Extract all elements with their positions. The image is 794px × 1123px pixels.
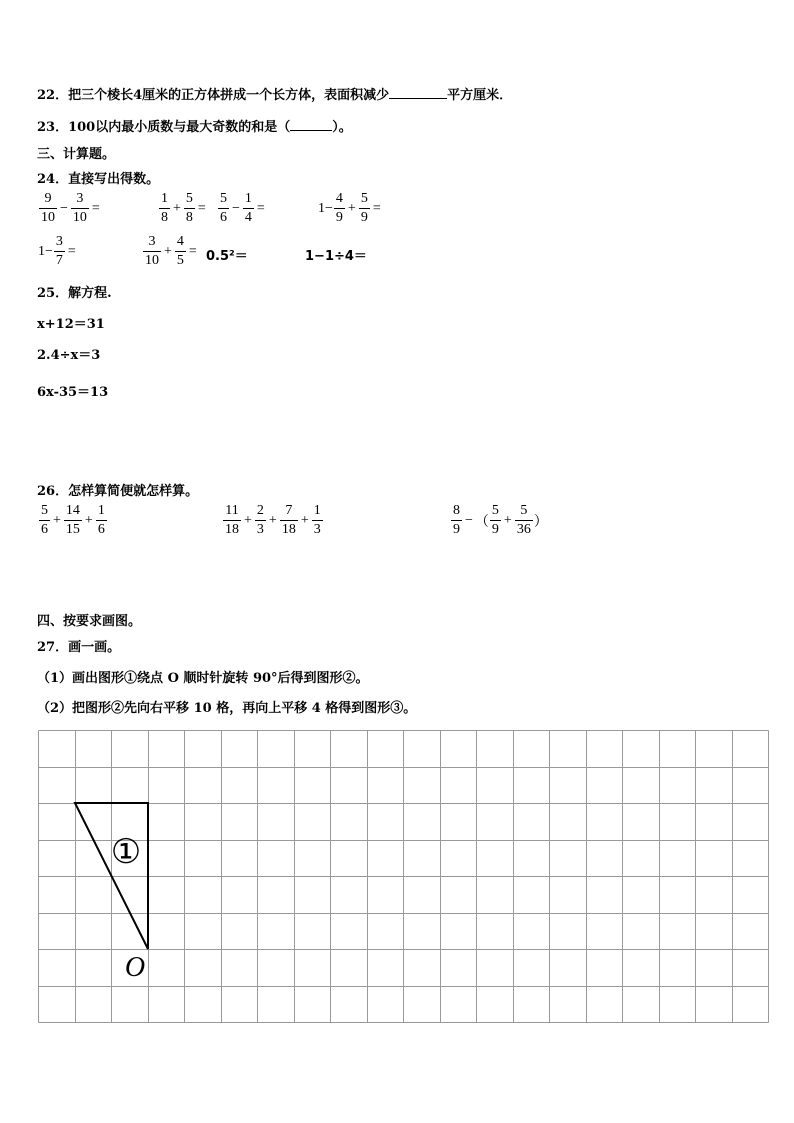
q24-expr-7: 0.5²＝: [206, 249, 248, 264]
q23-answer-blank[interactable]: [290, 118, 332, 131]
q23-text: 100以内最小质数与最大奇数的和是（: [68, 120, 291, 135]
section-4-heading: 四、按要求画图。: [37, 614, 142, 629]
fraction: $\frac{14}{15}$: [65, 503, 80, 537]
q25-equation-3: 6x-35＝13: [37, 385, 109, 400]
fraction: $\frac{5}{6}$: [41, 503, 48, 537]
q22-text: 把三个棱长4厘米的正方体拼成一个长方体，表面积减少: [68, 88, 390, 103]
fraction: $\frac{3}{10}$: [72, 191, 87, 225]
q24-expr-5: 1− $\frac{3}{7}$ =: [38, 234, 76, 268]
q27-part-1: （1）画出图形①绕点 O 顺时针旋转 90°后得到图形②。: [37, 671, 369, 686]
fraction: $\frac{5}{9}$: [491, 503, 499, 537]
q25-equation-2: 2.4÷x＝3: [37, 348, 101, 363]
fraction: $\frac{3}{10}$: [145, 234, 159, 268]
q22-answer-blank[interactable]: [389, 86, 447, 99]
q25-equation-1: x+12＝31: [37, 317, 105, 332]
fraction: $\frac{4}{9}$: [335, 191, 343, 225]
q26-expr-a: $\frac{5}{6}$ + $\frac{14}{15}$ + $\frac{1}{6}$: [41, 503, 105, 537]
fraction: $\frac{9}{10}$: [41, 191, 55, 225]
q22-unit: 平方厘米．: [447, 88, 513, 103]
fraction: $\frac{4}{5}$: [176, 234, 184, 268]
q24-expr-6: $\frac{3}{10}$ + $\frac{4}{5}$ =: [145, 234, 197, 268]
q24-expr-8: 1−1÷4＝: [305, 249, 367, 264]
drawing-grid[interactable]: [38, 730, 770, 1028]
question-22: [37, 84, 512, 103]
fraction: $\frac{5}{6}$: [220, 191, 227, 225]
question-27-title: 27．画一画。: [37, 640, 121, 655]
q23-end: ）。: [332, 120, 352, 135]
question-24-title: 24．直接写出得数。: [37, 172, 160, 187]
q22-number: 22．: [37, 88, 69, 103]
q27-part-2: （2）把图形②先向右平移 10 格，再向上平移 4 格得到图形③。: [37, 701, 417, 716]
fraction: $\frac{1}{3}$: [313, 503, 321, 537]
fraction: $\frac{3}{7}$: [55, 234, 63, 268]
question-26-title: 26．怎样算简便就怎样算。: [37, 484, 199, 499]
point-o-label: O: [124, 952, 146, 983]
fraction: $\frac{11}{18}$: [225, 503, 239, 537]
q24-expr-4: 1− $\frac{4}{9}$ + $\frac{5}{9}$ =: [318, 191, 381, 225]
fraction: $\frac{7}{18}$: [281, 503, 296, 537]
q26-expr-b: $\frac{11}{18}$ + $\frac{2}{3}$ + $\frac{7}{18}$ + $\frac{1}{3}$: [225, 503, 321, 537]
q23-number: 23．: [37, 120, 69, 135]
fraction: $\frac{5}{8}$: [185, 191, 193, 225]
fraction: $\frac{1}{4}$: [244, 191, 252, 225]
q24-expr-1: $\frac{9}{10}$ − $\frac{3}{10}$ =: [41, 191, 100, 225]
shape-1-label: ①: [110, 832, 142, 872]
question-23: [37, 116, 352, 135]
fraction: $\frac{1}{8}$: [161, 191, 168, 225]
fraction: $\frac{1}{6}$: [97, 503, 105, 537]
grid-canvas[interactable]: [38, 730, 770, 1024]
fraction: $\frac{2}{3}$: [256, 503, 264, 537]
question-25-title: 25．解方程.: [37, 286, 112, 301]
q24-expr-2: $\frac{1}{8}$ + $\frac{5}{8}$ =: [161, 191, 206, 225]
q24-expr-3: $\frac{5}{6}$ − $\frac{1}{4}$ =: [220, 191, 265, 225]
fraction: $\frac{8}{9}$: [453, 503, 460, 537]
fraction: $\frac{5}{36}$: [516, 503, 531, 537]
q26-expr-c: $\frac{8}{9}$ − （ $\frac{5}{9}$ + $\frac{5}{36}$ ）: [453, 503, 548, 537]
fraction: $\frac{5}{9}$: [360, 191, 368, 225]
section-3-heading: 三、计算题。: [37, 147, 116, 162]
